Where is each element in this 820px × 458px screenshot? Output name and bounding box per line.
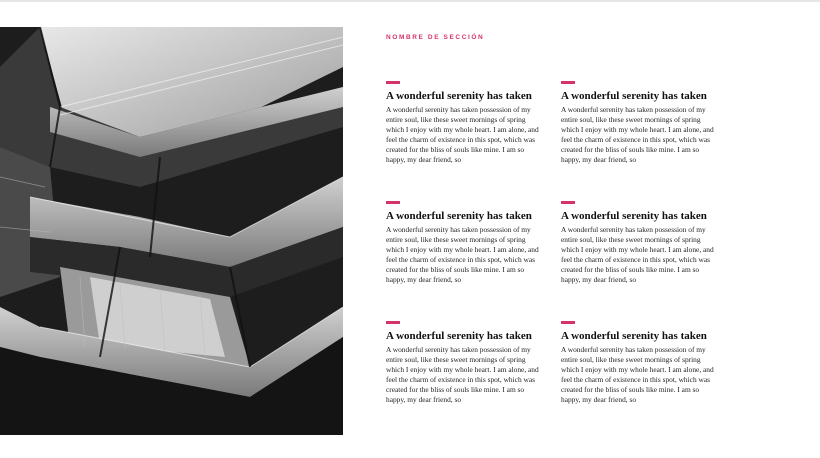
accent-bar bbox=[561, 201, 575, 204]
content-grid bbox=[386, 81, 716, 411]
card-body: A wonderful serenity has taken possession of my entire soul, like these sweet mornings of spring which I enjoy with my whole heart. I am alone, and feel the charm of existence in this spot, which was created for the bliss of souls like mine. I am so happy, my dear friend, so bbox=[386, 105, 539, 164]
card-body: A wonderful serenity has taken possession of my entire soul, like these sweet mornings of spring which I enjoy with my whole heart. I am alone, and feel the charm of existence in this spot, which was created for the bliss of souls like mine. I am so happy, my dear friend, so bbox=[561, 105, 714, 164]
accent-bar bbox=[386, 201, 400, 204]
card-title: A wonderful serenity has taken bbox=[561, 330, 707, 342]
top-divider bbox=[0, 0, 820, 2]
accent-bar bbox=[386, 81, 400, 84]
section-title: NOMBRE DE SECCIÓN bbox=[386, 34, 485, 41]
accent-bar bbox=[386, 321, 400, 324]
card-1 bbox=[386, 81, 541, 165]
card-body: A wonderful serenity has taken possession of my entire soul, like these sweet mornings of spring which I enjoy with my whole heart. I am alone, and feel the charm of existence in this spot, which was created for the bliss of souls like mine. I am so happy, my dear friend, so bbox=[561, 225, 714, 284]
card-title: A wonderful serenity has taken bbox=[561, 210, 707, 222]
card-body: A wonderful serenity has taken possession of my entire soul, like these sweet mornings of spring which I enjoy with my whole heart. I am alone, and feel the charm of existence in this spot, which was created for the bliss of souls like mine. I am so happy, my dear friend, so bbox=[561, 345, 714, 404]
card-body: A wonderful serenity has taken possession of my entire soul, like these sweet mornings of spring which I enjoy with my whole heart. I am alone, and feel the charm of existence in this spot, which was created for the bliss of souls like mine. I am so happy, my dear friend, so bbox=[386, 225, 539, 284]
card-title: A wonderful serenity has taken bbox=[561, 90, 707, 102]
card-2 bbox=[561, 81, 716, 165]
card-title: A wonderful serenity has taken bbox=[386, 210, 532, 222]
accent-bar bbox=[561, 321, 575, 324]
card-title: A wonderful serenity has taken bbox=[386, 330, 532, 342]
architecture-illustration bbox=[0, 27, 343, 435]
card-body: A wonderful serenity has taken possession of my entire soul, like these sweet mornings of spring which I enjoy with my whole heart. I am alone, and feel the charm of existence in this spot, which was created for the bliss of souls like mine. I am so happy, my dear friend, so bbox=[386, 345, 539, 404]
card-6 bbox=[561, 321, 716, 405]
card-title: A wonderful serenity has taken bbox=[386, 90, 532, 102]
accent-bar bbox=[561, 81, 575, 84]
architecture-photo bbox=[0, 27, 343, 435]
card-3 bbox=[386, 201, 541, 285]
card-5 bbox=[386, 321, 541, 405]
card-4 bbox=[561, 201, 716, 285]
